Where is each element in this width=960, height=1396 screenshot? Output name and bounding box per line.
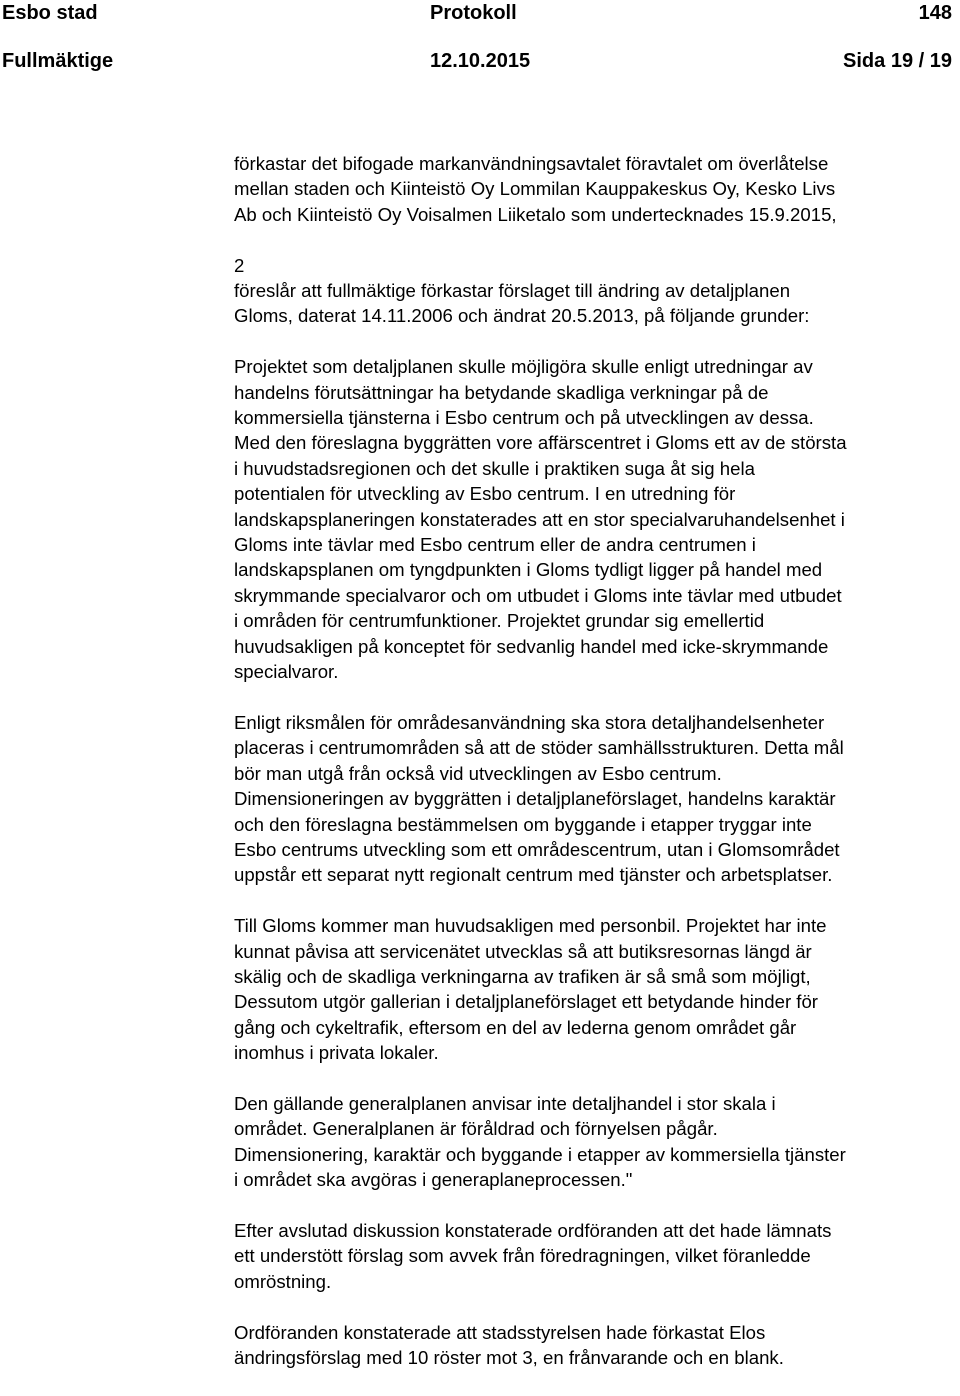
text-line: gång och cykeltrafik, eftersom en del av lederna genom området går bbox=[234, 1016, 797, 1038]
text-line: Dimensionering, karaktär och byggande i etapper av kommersiella tjänster bbox=[234, 1143, 846, 1165]
paragraph bbox=[234, 710, 958, 888]
text-line: 2 bbox=[234, 254, 245, 276]
text-line: i huvudstadsregionen och det skulle i praktiken suga åt sig hela bbox=[234, 457, 755, 479]
paragraph bbox=[234, 151, 958, 227]
text-line: mellan staden och Kiinteistö Oy Lommilan Kauppakeskus Oy, Kesko Livs bbox=[234, 178, 836, 200]
text-line: i områden för centrumfunktioner. Projektet grundar sig emellertid bbox=[234, 610, 765, 632]
text-line: Enligt riksmålen för områdesanvändning ska stora detaljhandelsenheter bbox=[234, 711, 825, 733]
paragraph bbox=[234, 1320, 958, 1371]
header-row-1 bbox=[0, 0, 960, 26]
document-type: Protokoll bbox=[430, 2, 517, 24]
page-number: Sida 19 / 19 bbox=[843, 50, 952, 72]
text-line: Gloms inte tävlar med Esbo centrum eller de andra centrumen i bbox=[234, 534, 756, 556]
paragraph bbox=[234, 1218, 958, 1294]
text-line: Gloms, daterat 14.11.2006 och ändrat 20.5.2013, på följande grunder: bbox=[234, 305, 810, 327]
document-body bbox=[234, 151, 958, 1396]
text-line: Dessutom utgör gallerian i detaljplaneförslaget ett betydande hinder för bbox=[234, 991, 818, 1013]
header-row-2 bbox=[0, 48, 960, 74]
text-line: omröstning. bbox=[234, 1270, 332, 1292]
text-line: inomhus i privata lokaler. bbox=[234, 1042, 439, 1064]
text-line: förkastar det bifogade markanvändningsavtalet föravtalet om överlåtelse bbox=[234, 153, 829, 174]
text-line: Esbo centrums utveckling som ett områdescentrum, utan i Glomsområdet bbox=[234, 838, 840, 860]
text-line: skrymmande specialvaror och om utbudet i Gloms inte tävlar med utbudet bbox=[234, 584, 842, 606]
text-line: Till Gloms kommer man huvudsakligen med personbil. Projektet har inte bbox=[234, 915, 827, 937]
protocol-number: 148 bbox=[918, 2, 952, 24]
text-line: i området ska avgöras i generaplaneprocessen." bbox=[234, 1169, 633, 1191]
text-line: bör man utgå från också vid utvecklingen av Esbo centrum. bbox=[234, 762, 722, 784]
text-line: ändringsförslag med 10 röster mot 3, en frånvarande och en blank. bbox=[234, 1346, 784, 1368]
body-name: Fullmäktige bbox=[2, 50, 114, 72]
text-line: handelns förutsättningar ha betydande skadliga verkningar på de bbox=[234, 381, 769, 403]
paragraph bbox=[234, 253, 958, 329]
text-line: kunnat påvisa att servicenätet utvecklas så att butiksresornas längd är bbox=[234, 940, 812, 962]
text-line: landskapsplaneringen konstaterades att en stor specialvaruhandelsenhet i bbox=[234, 508, 845, 530]
text-line: skälig och de skadliga verkningarna av trafiken är så små som möjligt, bbox=[234, 965, 811, 987]
text-line: Med den föreslagna byggrätten vore affärscentret i Gloms ett av de största bbox=[234, 432, 847, 454]
meeting-date: 12.10.2015 bbox=[430, 50, 531, 72]
text-line: placeras i centrumområden så att de stöder samhällsstrukturen. Detta mål bbox=[234, 737, 844, 759]
text-line: ett understött förslag som avvek från föredragningen, vilket föranledde bbox=[234, 1245, 811, 1267]
paragraph bbox=[234, 913, 958, 1065]
text-line: föreslår att fullmäktige förkastar förslaget till ändring av detaljplanen bbox=[234, 280, 791, 302]
text-line: landskapsplanen om tyngdpunkten i Gloms tydligt ligger på handel med bbox=[234, 559, 823, 581]
text-line: och den föreslagna bestämmelsen om byggande i etapper tryggar inte bbox=[234, 813, 812, 835]
text-line: Efter avslutad diskussion konstaterade ordföranden att det hade lämnats bbox=[234, 1219, 832, 1241]
paragraph bbox=[234, 1091, 958, 1193]
text-line: Projektet som detaljplanen skulle möjligöra skulle enligt utredningar av bbox=[234, 356, 813, 378]
text-line: uppstår ett separat nytt regionalt centrum med tjänster och arbetsplatser. bbox=[234, 864, 833, 886]
text-line: potentialen för utveckling av Esbo centrum. I en utredning för bbox=[234, 483, 736, 505]
text-line: huvudsakligen på konceptet för sedvanlig handel med icke-skrymmande bbox=[234, 635, 829, 657]
text-line: Ab och Kiinteistö Oy Voisalmen Liiketalo som undertecknades 15.9.2015, bbox=[234, 203, 837, 225]
text-line: området. Generalplanen är föråldrad och förnyelsen pågår. bbox=[234, 1118, 718, 1140]
text-line: specialvaror. bbox=[234, 661, 339, 683]
paragraph bbox=[234, 354, 958, 684]
text-line: Den gällande generalplanen anvisar inte detaljhandel i stor skala i bbox=[234, 1092, 776, 1114]
text-line: Ordföranden konstaterade att stadsstyrelsen hade förkastat Elos bbox=[234, 1321, 766, 1343]
text-line: kommersiella tjänsterna i Esbo centrum och på utvecklingen av dessa. bbox=[234, 407, 814, 429]
text-line: Dimensioneringen av byggrätten i detaljplaneförslaget, handelns karaktär bbox=[234, 788, 836, 810]
org-name: Esbo stad bbox=[2, 2, 98, 24]
